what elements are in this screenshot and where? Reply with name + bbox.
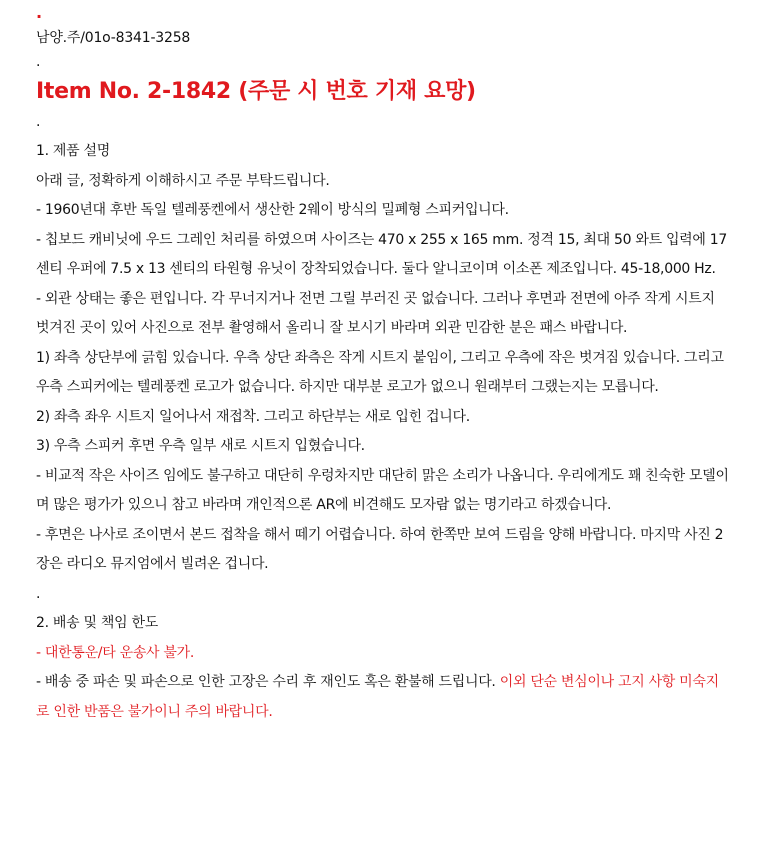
- section2-heading: 2. 배송 및 책임 한도: [36, 615, 158, 631]
- section1-paragraph: - 비교적 작은 사이즈 임에도 불구하고 대단히 우렁차지만 대단히 맑은 소리가 나옵니다. 우리에게도 꽤 친숙한 모델이며 많은 평가가 있으니 참고 바라며 개인적으론 AR에 비견해도 모자람 없는 명기라고 하겠습니다.: [36, 467, 729, 513]
- contact-line: 남양.주/01o-8341-3258: [36, 30, 191, 46]
- separator-dot: .: [36, 54, 41, 70]
- section1-paragraph: - 외관 상태는 좋은 편입니다. 각 무너지거나 전면 그릴 부러진 곳 없습니다. 그러나 후면과 전면에 아주 작게 시트지 벗겨진 곳이 있어 사진으로 전부 촬영해서 올리니 잘 보시기 바라며 외관 민감한 분은 패스 바랍니다.: [36, 290, 715, 336]
- top-dot: .: [36, 3, 43, 22]
- section1-paragraph: 1) 좌측 상단부에 긁힘 있습니다. 우측 상단 좌측은 작게 시트지 붙임이, 그리고 우측에 작은 벗겨짐 있습니다. 그리고 우측 스피커에는 텔레풍켄 로고가 없습니다. 하지만 대부분 로고가 없으니 원래부터 그랬는지는 모릅니다.: [36, 349, 724, 395]
- liability-warning: 이외 단순 변심이나 고지 사항 미숙지로 인한 반품은 불가이니 주의 바랍니다.: [36, 674, 719, 720]
- section1-paragraph: - 후면은 나사로 조이면서 본드 접착을 해서 떼기 어렵습니다. 하여 한쪽만 보여 드림을 양해 바랍니다. 마지막 사진 2장은 라디오 뮤지엄에서 빌려온 겁니다.: [36, 526, 724, 572]
- item-title: Item No. 2-1842 (주문 시 번호 기재 요망): [36, 79, 476, 104]
- section-shipping-liability: [36, 609, 732, 727]
- section1-intro: 아래 글, 정확하게 이해하시고 주문 부탁드립니다.: [36, 172, 330, 189]
- section-product-description: [36, 137, 732, 580]
- section1-paragraph: 2) 좌측 좌우 시트지 일어나서 재접착. 그리고 하단부는 새로 입힌 겁니다.: [36, 408, 470, 425]
- separator-dot: .: [36, 114, 41, 130]
- liability-paragraph: [36, 668, 732, 727]
- separator-dot: .: [36, 585, 41, 602]
- section1-paragraph: - 1960년대 후반 독일 텔레풍켄에서 생산한 2웨이 방식의 밀폐형 스피커입니다.: [36, 202, 509, 218]
- section1-paragraph: 3) 우측 스피커 후면 우측 일부 새로 시트지 입혔습니다.: [36, 438, 365, 454]
- section1-paragraph: - 칩보드 캐비닛에 우드 그레인 처리를 하였으며 사이즈는 470 x 255 x 165 mm. 정격 15, 최대 50 와트 입력에 17 센티 우퍼에 7.5 x 13 센티의 타원형 유닛이 장착되었습니다. 둘다 알니코이며 이소폰 제조입니다. 45-18,000 Hz.: [36, 231, 727, 277]
- section1-heading: 1. 제품 설명: [36, 143, 110, 159]
- liability-text: - 배송 중 파손 및 파손으로 인한 고장은 수리 후 재인도 혹은 환불해 드립니다.: [36, 674, 500, 690]
- shipping-restriction: - 대한통운/타 운송사 불가.: [36, 644, 195, 661]
